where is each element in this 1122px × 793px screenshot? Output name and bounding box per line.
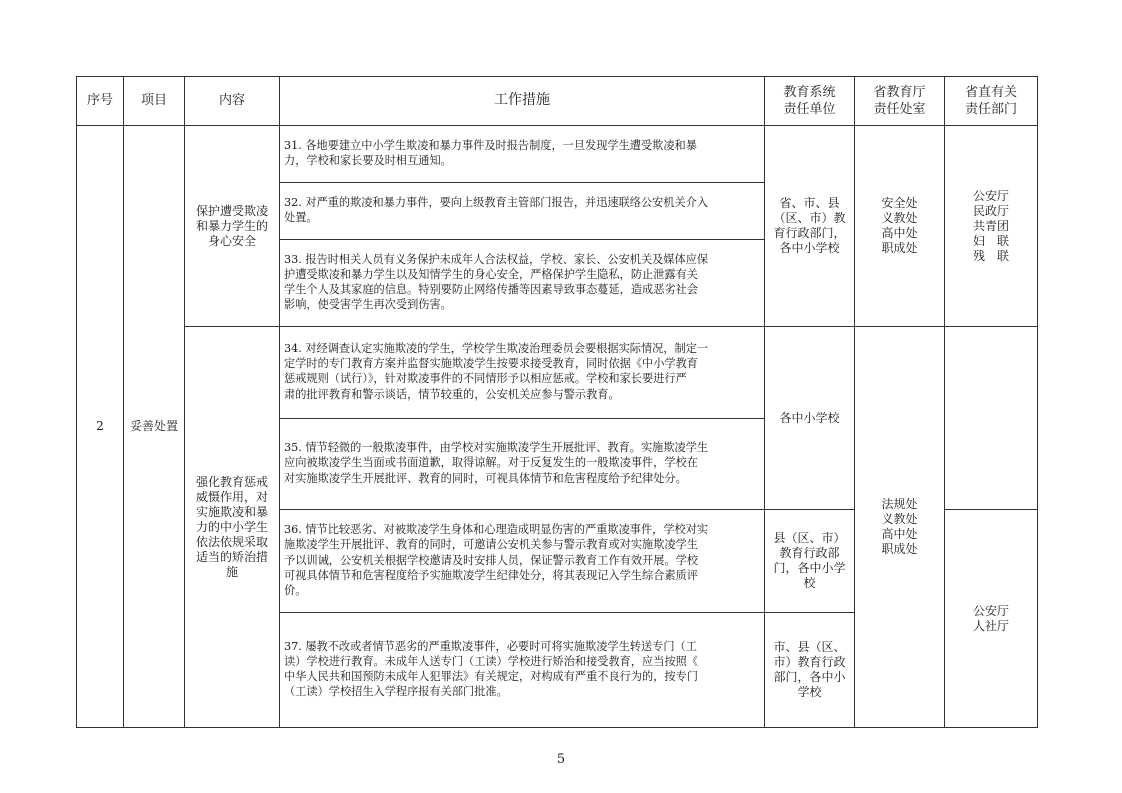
edu-unit-1: 省、市、县 （区、市）教 育行政部门， 各中小学校 — [765, 125, 855, 326]
header-seq: 序号 — [77, 77, 124, 126]
measure-34: 34. 对经调查认定实施欺凌的学生，学校学生欺凌治理委员会要根据实际情况，制定一 定学时的专门教育方案并监督实施欺凌学生按要求接受教育，同时依据《中小学教育 惩戒规则（试行）》，针对欺凌事件的不同情形予以相应惩戒。学校和家长要进行严 肃的批评教育和警示谈话，情节较重的，公安机关应参与警示教育。 — [280, 327, 765, 419]
edu-unit-3: 县（区、市） 教育行政部 门，各中小学 校 — [765, 510, 855, 613]
row-seq: 2 — [77, 125, 124, 727]
prov-dept-1: 公安厅 民政厅 共青团 妇 联 残 联 — [945, 125, 1038, 326]
content-group-2: 强化教育惩戒 威慑作用，对 实施欺凌和暴 力的中小学生 依法依规采取 适当的矫治措 施 — [185, 327, 280, 728]
measures-table — [76, 76, 1038, 728]
measure-33: 33. 报告时相关人员有义务保护未成年人合法权益，学校、家长、公安机关及媒体应保 护遭受欺凌和暴力学生以及知情学生的身心安全，严格保护学生隐私，防止泄露有关 学生个人及其家庭的信息。特别要防止网络传播等因素导致事态蔓延，造成恶劣社会 影响，使受害学生再次受到伤害。 — [280, 239, 765, 326]
content-group-1: 保护遭受欺凌 和暴力学生的 身心安全 — [185, 125, 280, 326]
edu-unit-2: 各中小学校 — [765, 327, 855, 510]
measure-37: 37. 屡教不改或者情节恶劣的严重欺凌事件，必要时可将实施欺凌学生转送专门（工 读）学校进行教育。未成年人送专门（工读）学校进行矫治和接受教育，应当按照《 中华人民共和国预防未成年人犯罪法》有关规定，对构成有严重不良行为的，按专门 （工读）学校招生入学程序报有关部门批准。 — [280, 613, 765, 728]
header-measures: 工作措施 — [280, 77, 765, 126]
prov-office-2: 法规处 义教处 高中处 职成处 — [855, 327, 945, 728]
table-row — [77, 125, 1038, 182]
header-prov-office: 省教育厅 责任处室 — [855, 77, 945, 126]
header-row — [77, 77, 1038, 126]
page-number: 5 — [556, 752, 566, 767]
measure-31: 31. 各地要建立中小学生欺凌和暴力事件及时报告制度，一旦发现学生遭受欺凌和暴 力，学校和家长要及时相互通知。 — [280, 125, 765, 182]
measure-35: 35. 情节轻微的一般欺凌事件，由学校对实施欺凌学生开展批评、教育。实施欺凌学生 应向被欺凌学生当面或书面道歉，取得谅解。对于反复发生的一般欺凌事件，学校在 对实施欺凌学生开展批评、教育的同时，可视具体情节和危害程度给予纪律处分。 — [280, 418, 765, 510]
header-content: 内容 — [185, 77, 280, 126]
prov-office-1: 安全处 义教处 高中处 职成处 — [855, 125, 945, 326]
prov-dept-2 — [945, 327, 1038, 510]
header-prov-depts: 省直有关 责任部门 — [945, 77, 1038, 126]
prov-dept-3: 公安厅 人社厅 — [945, 510, 1038, 728]
measure-32: 32. 对严重的欺凌和暴力事件，要向上级教育主管部门报告，并迅速联络公安机关介入 处置。 — [280, 182, 765, 239]
measure-36: 36. 情节比较恶劣、对被欺凌学生身体和心理造成明显伤害的严重欺凌事件，学校对实 施欺凌学生开展批评、教育的同时，可邀请公安机关参与警示教育或对实施欺凌学生 予以训诫，公安机关根据学校邀请及时安排人员，保证警示教育工作有效开展。学校 可视具体情节和危害程度给予实施欺凌学生纪律处分，将其表现记入学生综合素质评 价。 — [280, 510, 765, 613]
row-item: 妥善处置 — [124, 125, 185, 727]
header-edu-units: 教育系统 责任单位 — [765, 77, 855, 126]
edu-unit-4: 市、县（区、 市）教育行政 部门，各中小 学校 — [765, 613, 855, 728]
table-row — [77, 327, 1038, 419]
header-item: 项目 — [124, 77, 185, 126]
